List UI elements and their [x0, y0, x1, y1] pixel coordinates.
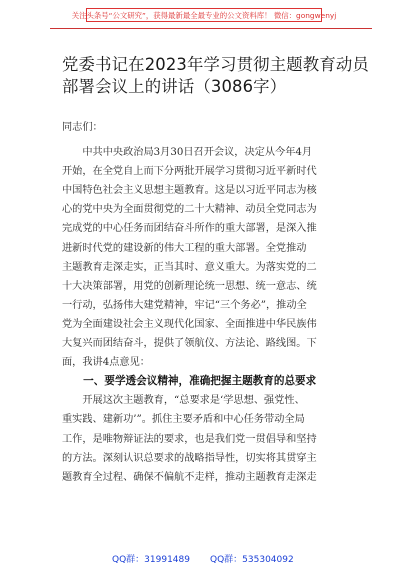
body-line: 大复兴而团结奋斗，提供了领航仪、方法论、路线图。下 — [62, 338, 317, 350]
banner-divider — [50, 28, 372, 29]
title-line: 部署会议上的讲话（3086字） — [62, 77, 287, 96]
body-line: 进新时代党的建设新的伟大工程的重大部署。全党推动 — [62, 242, 307, 254]
promo-banner — [71, 8, 337, 22]
body-line: 开展这次主题教育，“总要求是‘学思想、强党性、 — [62, 395, 305, 407]
body-line: 十大决策部署，用党的创新理论统一思想、统一意志、统 — [62, 280, 317, 292]
body-line: 开始，在全党自上而下分两批开展学习贯彻习近平新时代 — [62, 166, 317, 178]
section-heading: 一、要学透会议精神，准确把握主题教育的总要求 — [62, 375, 317, 388]
body-line: 面，我讲4点意见： — [62, 357, 150, 369]
body-line: 题教育全过程、确保不偏航不走样，推动主题教育走深走 — [62, 471, 317, 483]
body-line: 重实践、建新功’”。抓住主要矛盾和中心任务带动全局 — [62, 414, 305, 426]
qq-group-2: QQ群：535304092 — [210, 555, 294, 565]
document-body — [62, 118, 358, 487]
body-line: 主题教育走深走实，正当其时、意义重大。为落实党的二 — [62, 261, 317, 273]
body-line: 一行动，弘扬伟大建党精神，牢记“三个务必”，推动全 — [62, 299, 307, 311]
body-line: 党为全面建设社会主义现代化国家、全面推进中华民族伟 — [62, 318, 317, 330]
body-line: 中共中央政治局3月30日召开会议，决定从今年4月 — [62, 147, 313, 159]
body-line: 工作，是唯物辩证法的要求，也是我们党一贯倡导和坚持 — [62, 433, 317, 445]
body-line: 完成党的中心任务而团结奋斗所作的重大部署，是深入推 — [62, 223, 317, 235]
page-footer — [0, 552, 408, 566]
document-title — [62, 54, 369, 98]
body-line: 的方法。深刻认识总要求的战略指导性，切实将其贯穿主 — [62, 452, 317, 464]
qq-group-1: QQ群：31991489 — [112, 555, 190, 565]
promo-banner-text: 关注头条号“公文研究”，获得最新最全最专业的公文资料库！ 微信：gongwenyj — [71, 10, 337, 20]
title-line: 党委书记在2023年学习贯彻主题教育动员 — [62, 55, 369, 74]
body-line: 中国特色社会主义思想主题教育。这是以习近平同志为核 — [62, 185, 317, 197]
salutation: 同志们： — [62, 122, 103, 133]
body-line: 心的党中央为全面贯彻党的二十大精神、动员全党同志为 — [62, 204, 317, 216]
